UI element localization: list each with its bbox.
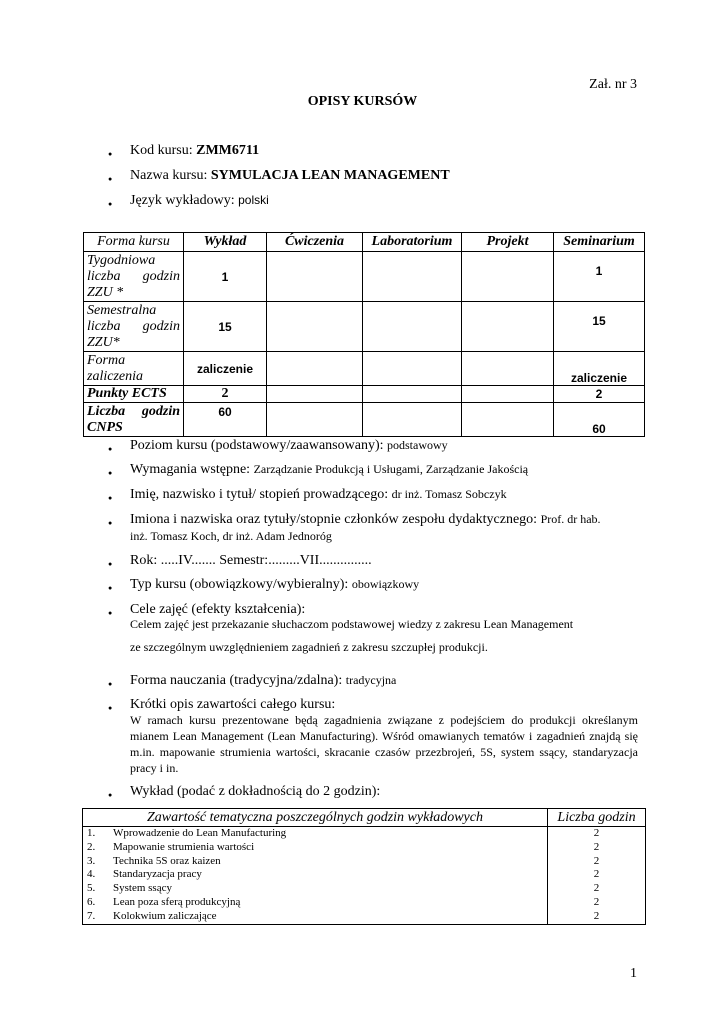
table-row [84,386,645,403]
list-item [83,896,547,910]
cell-wyklad: 1 [184,252,267,302]
header-topic: Zawartość tematyczna poszczególnych godzin wykładowych [83,809,548,827]
course-hours-table [83,232,645,437]
course-type-value: obowiązkowy [351,577,420,591]
description-text: W ramach kursu prezentowane będą zagadnienia związane z podejściem do produkcji określanym mianem Lean Management (Lean Manufacturing). Wśród omawianych tematów i zagadnień znajdą się m.in. mapowanie strumienia wartości, skracanie czasów przezbrojeń, 5S, system ssący, standaryzacja pracy i in. [130,713,638,775]
bullet-icon [108,465,118,481]
item-topic: Wprowadzenie do Lean Manufacturing [113,827,287,839]
cell-wyklad: 60 [184,403,267,437]
course-type [130,577,419,593]
cell-seminarium: 15 [554,302,645,352]
cell-seminarium: zaliczenie [554,352,645,386]
list-item [83,910,547,924]
teaching-team-value-1: Prof. dr hab. [540,512,601,526]
row-label: Semestralna liczba godzin ZZU* [84,302,184,352]
item-number: 5. [87,882,96,895]
cell-seminarium: 60 [554,403,645,437]
teaching-form-label: Forma nauczania (tradycyjna/zdalna): [130,673,346,688]
teaching-team-label: Imiona i nazwiska oraz tytuły/stopnie członków zespołu dydaktycznego: [130,512,541,527]
item-number: 3. [87,854,96,867]
header-seminarium: Seminarium [554,233,645,252]
teaching-team-value-2: inż. Tomasz Koch, dr inż. Adam Jednoróg [130,529,332,543]
table-row [84,302,645,352]
cell-seminarium: 2 [554,386,645,403]
course-name-label: Nazwa kursu: [130,168,211,183]
row-label: Liczba godzin CNPS [84,403,184,437]
attachment-number: Zał. nr 3 [589,77,637,92]
bullet-icon [108,556,118,572]
course-name-value: SYMULACJA LEAN MANAGEMENT [210,168,450,183]
list-item [83,827,547,841]
goals-label: Cele zajęć (efekty kształcenia): [130,602,306,617]
item-number: 6. [87,895,96,908]
item-hours: 2 [593,909,600,922]
header-hours: Liczba godzin [548,809,646,827]
bullet-icon [108,515,118,531]
list-item [83,882,547,896]
table-row [84,252,645,302]
lecture-topics-cell [83,827,548,925]
row-label: Forma zaliczenia [84,352,184,386]
bullet-icon [108,700,118,716]
item-number: 2. [87,840,96,853]
item-topic: System ssący [113,882,172,895]
bullet-icon [108,605,118,621]
item-number: 1. [87,827,96,839]
bullet-icon [108,171,118,187]
table-header-row [84,233,645,252]
item-hours: 2 [593,868,600,881]
bullet-icon [108,441,118,457]
year-semester: Rok: .....IV....... Semestr:.........VII............... [130,553,372,568]
course-language-value: polski [238,193,269,207]
page-title: OPISY KURSÓW [307,94,418,109]
item-hours: 2 [593,827,600,839]
cell-seminarium: 1 [554,252,645,302]
teaching-form-value: tradycyjna [345,673,397,687]
cell-wyklad: 2 [184,386,267,403]
course-code-value: ZMM6711 [196,143,260,158]
bullet-icon [108,676,118,692]
item-number: 4. [87,868,96,881]
row-label: Tygodniowa liczba godzin ZZU * [84,252,184,302]
header-projekt: Projekt [462,233,554,252]
lecturer [130,487,507,503]
teaching-team [130,512,601,528]
course-level-value: podstawowy [387,438,448,452]
course-name [130,168,450,184]
course-code [130,143,259,159]
cell-wyklad: 15 [184,302,267,352]
header-laboratorium: Laboratorium [363,233,462,252]
header-cwiczenia: Ćwiczenia [267,233,363,252]
bullet-icon [108,490,118,506]
description-label: Krótki opis zawartości całego kursu: [130,697,336,712]
item-topic: Mapowanie strumienia wartości [113,840,255,853]
header-wyklad: Wykład [184,233,267,252]
item-topic: Technika 5S oraz kaizen [113,854,221,867]
item-hours: 2 [593,854,600,867]
course-level-label: Poziom kursu (podstawowy/zaawansowany): [130,438,388,453]
bullet-icon [108,196,118,212]
item-number: 7. [87,909,96,922]
list-item [83,855,547,869]
item-topic: Lean poza sferą produkcyjną [113,895,241,908]
cell-wyklad: zaliczenie [184,352,267,386]
course-language-label: Język wykładowy: [130,193,239,208]
course-language [130,193,269,209]
lecture-label: Wykład (podać z dokładnością do 2 godzin): [130,784,381,799]
row-label: Punkty ECTS [84,386,184,403]
table-row [84,403,645,437]
bullet-icon [108,146,118,162]
bullet-icon [108,580,118,596]
lecturer-value: dr inż. Tomasz Sobczyk [391,487,507,501]
prerequisites-value: Zarządzanie Produkcją i Usługami, Zarządzanie Jakością [253,462,529,476]
lecture-hours-cell [548,827,646,925]
course-type-label: Typ kursu (obowiązkowy/wybieralny): [130,577,352,592]
course-code-label: Kod kursu: [130,143,197,158]
item-hours: 2 [593,840,600,853]
list-item [83,841,547,855]
list-item [83,868,547,882]
lecture-topics-table [82,808,646,925]
page-number: 1 [630,966,637,981]
lecture-header-row [83,809,646,827]
item-topic: Kolokwium zaliczające [113,909,217,922]
item-topic: Standaryzacja pracy [113,868,202,881]
item-hours: 2 [593,895,600,908]
prerequisites-label: Wymagania wstępne: [130,462,254,477]
lecturer-label: Imię, nazwisko i tytuł/ stopień prowadzącego: [130,487,392,502]
header-forma-kursu: Forma kursu [84,233,184,252]
teaching-form [130,673,396,689]
goals-line-1: Celem zajęć jest przekazanie słuchaczom podstawowej wiedzy z zakresu Lean Management [130,617,574,631]
bullet-icon [108,787,118,803]
table-row [84,352,645,386]
item-hours: 2 [593,882,600,895]
course-level [130,438,448,454]
prerequisites [130,462,528,478]
goals-line-2: ze szczególnym uwzględnieniem zagadnień z zakresu szczupłej produkcji. [130,640,488,654]
